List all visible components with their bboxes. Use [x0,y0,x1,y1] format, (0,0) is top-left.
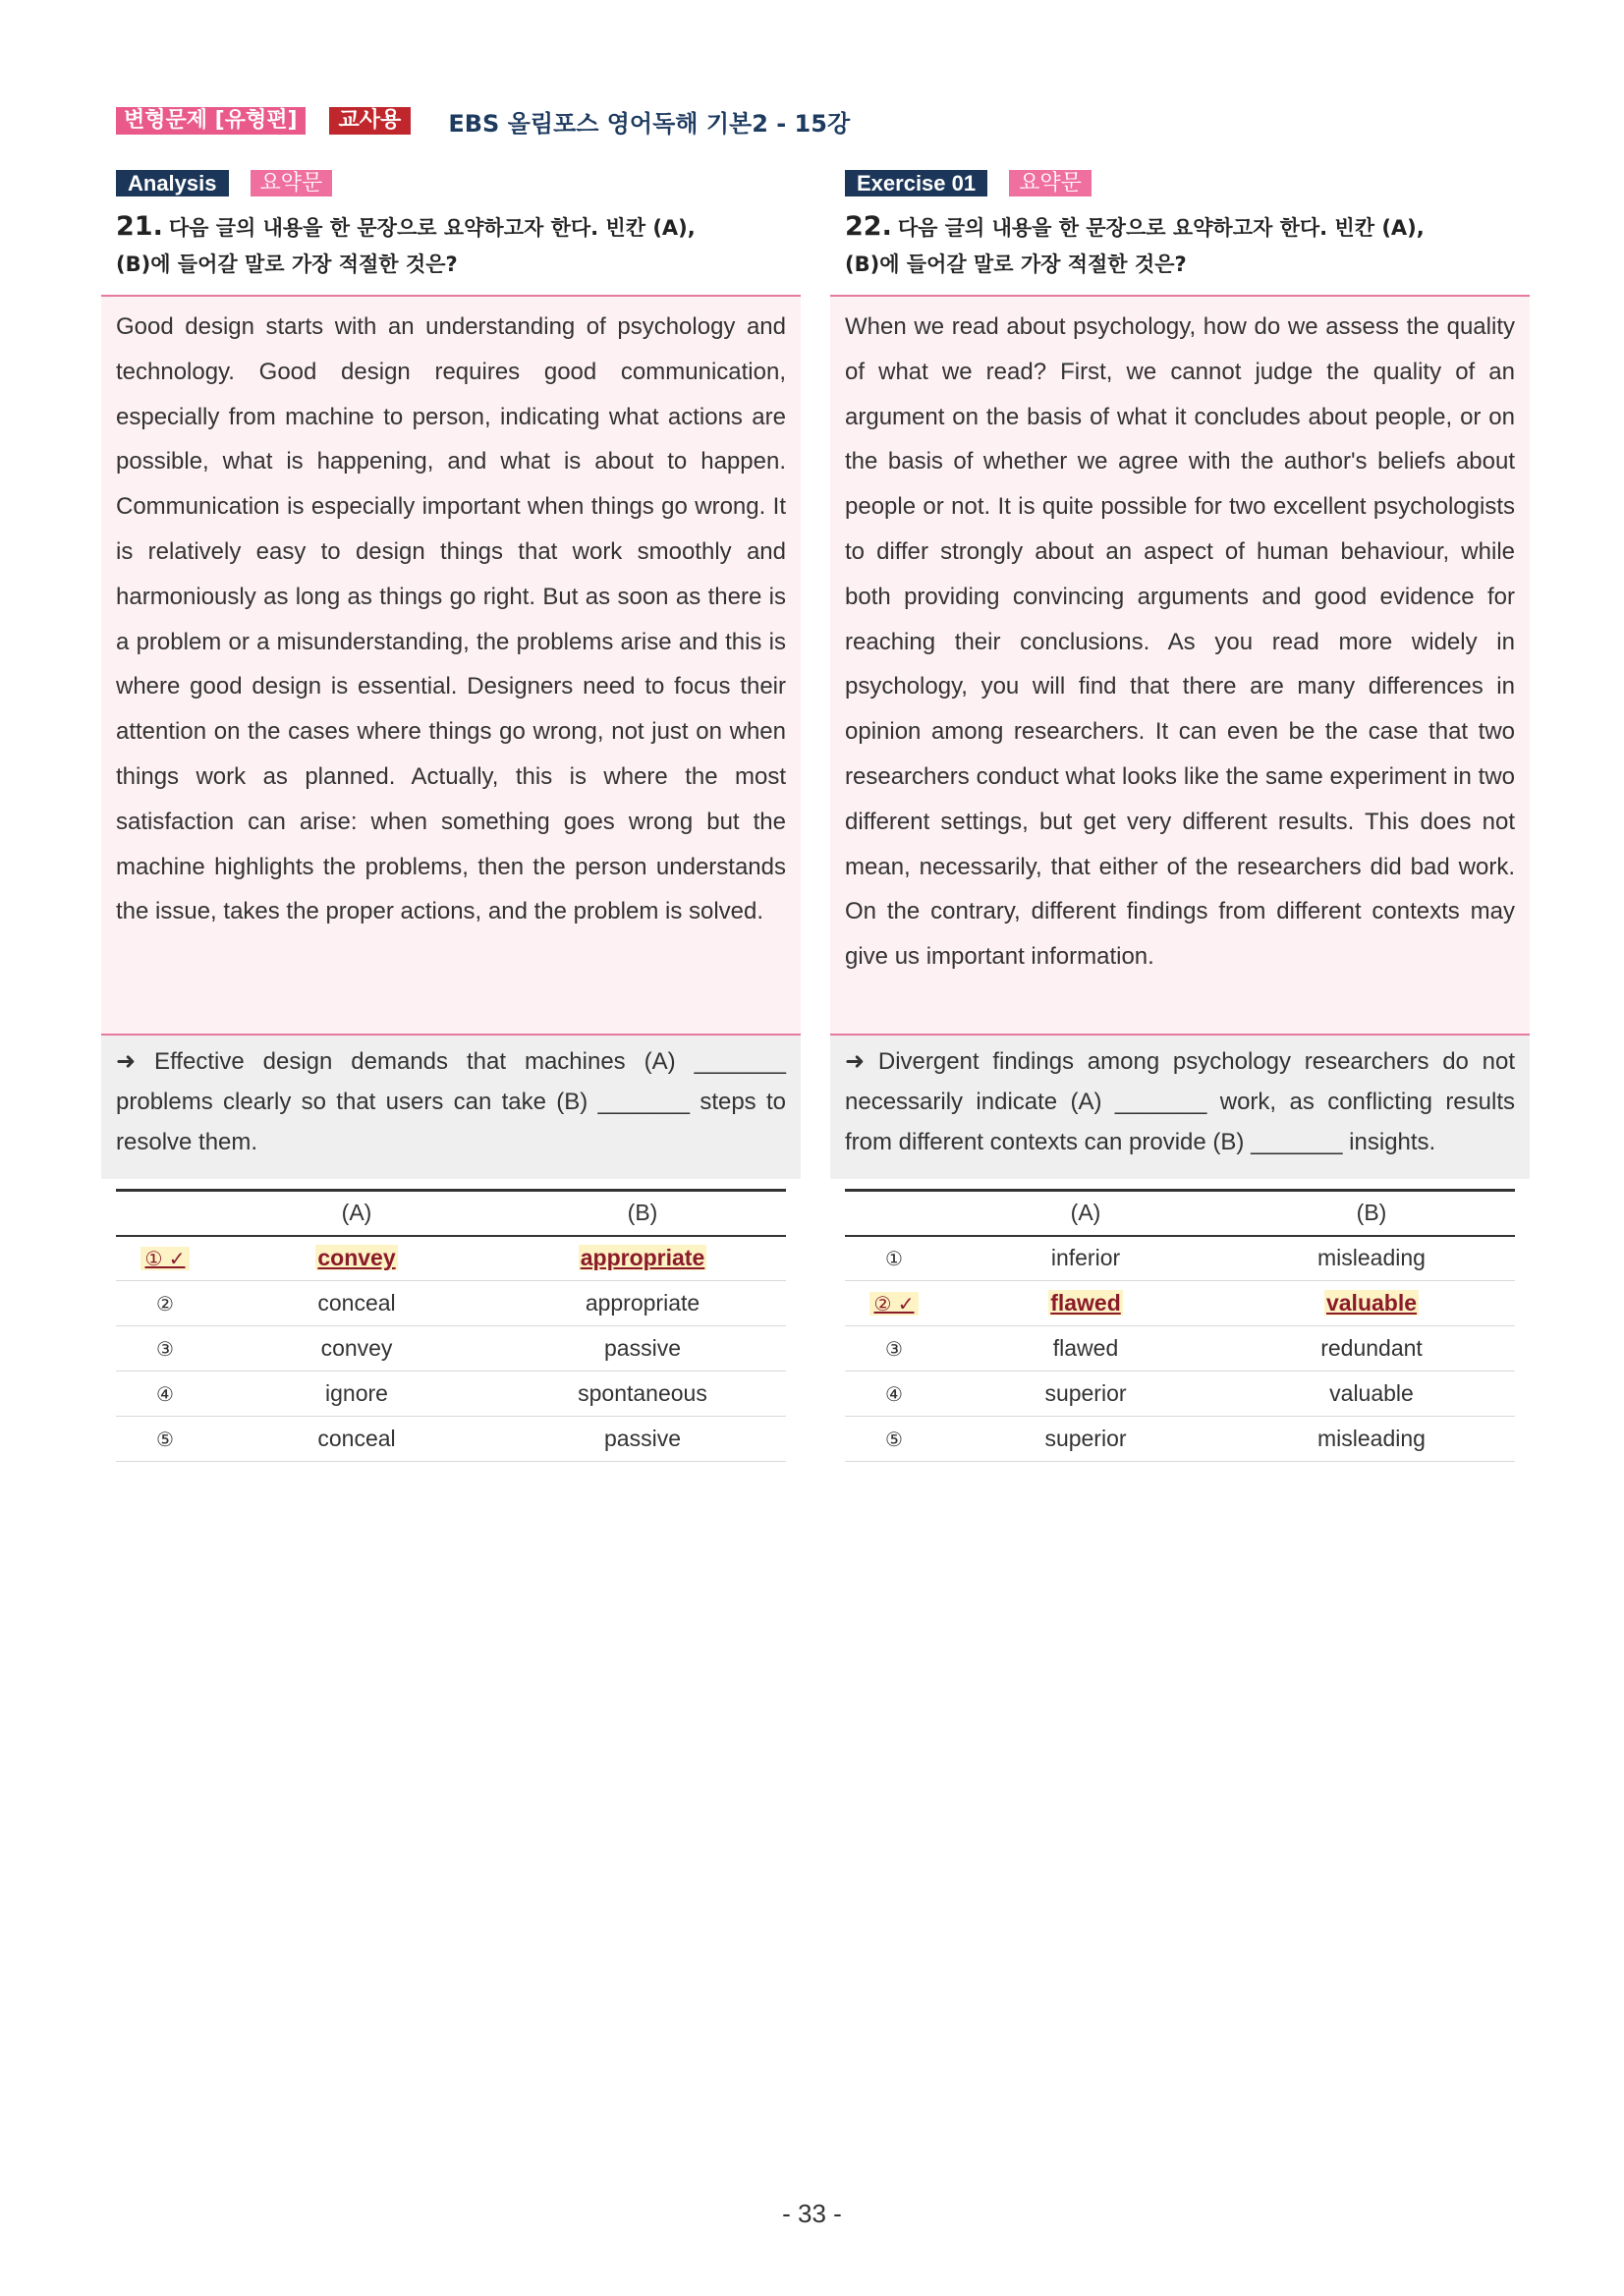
section-tag: Exercise 01 [845,170,987,196]
choice-b: valuable [1228,1372,1515,1417]
choice-b: passive [499,1326,786,1372]
teacher-tag: 교사용 [329,107,412,135]
question-tags [116,169,801,196]
document-title: EBS 올림포스 영어독해 기본2 - 15강 [448,109,851,138]
choice-b: passive [499,1417,786,1462]
choice-row[interactable] [116,1372,786,1417]
page-header [116,106,850,136]
choice-a: superior [943,1372,1228,1417]
section-tag: Analysis [116,170,229,196]
question-number: 22. [845,211,892,242]
choice-number: ④ [845,1372,943,1417]
choice-a: superior [943,1417,1228,1462]
table-header-row [116,1191,786,1236]
category-tag: 변형문제 [유형편] [116,107,306,135]
choice-b: redundant [1228,1326,1515,1372]
choice-row[interactable] [845,1281,1515,1326]
choice-row[interactable] [845,1236,1515,1281]
choice-a: convey [317,1245,396,1271]
choice-row[interactable] [116,1417,786,1462]
summary-sentence: ➜ Effective design demands that machines (A) _______ problems clearly so that users can take (B) _______ steps to resolve them. [101,1036,801,1179]
question-tags [845,169,1530,196]
choice-number: ① [845,1236,943,1281]
choice-a: conceal [214,1417,499,1462]
choice-row[interactable] [845,1372,1515,1417]
choice-b: valuable [1325,1290,1418,1316]
question-22-column [830,169,1530,1462]
question-text-line2: (B)에 들어갈 말로 가장 적절한 것은? [116,252,458,276]
header-number [116,1191,214,1236]
reading-passage: Good design starts with an understanding of psychology and technology. Good design requires good communication, especially from machine to person, indicating what actions are possible, what is happening, and what is about to happen. Communication is especially important when things go wrong. It is relatively easy to design things that work smoothly and harmoniously as long as things go right. But as soon as there is a problem or a misunderstanding, the problems arise and this is where good design is essential. Designers need to focus their attention on the cases where things go wrong, not just on when things work as planned. Actually, this is where the most satisfaction can arise: when something goes wrong but the machine highlights the problems, then the person understands the issue, takes the proper actions, and the problem is solved. [101,295,801,1036]
choice-a: flawed [943,1326,1228,1372]
answer-choices-table [845,1189,1515,1462]
header-a: (A) [214,1191,499,1236]
header-b: (B) [1228,1191,1515,1236]
question-text-line1: 다음 글의 내용을 한 문장으로 요약하고자 한다. 빈칸 (A), [168,216,696,240]
choice-a: inferior [943,1236,1228,1281]
page-number: - 33 - [782,2199,842,2228]
header-a: (A) [943,1191,1228,1236]
summary-sentence: ➜ Divergent findings among psychology researchers do not necessarily indicate (A) _______ work, as conflicting results from different contexts can provide (B) _______ insights. [830,1036,1530,1179]
choice-row[interactable] [116,1281,786,1326]
question-number: 21. [116,211,163,242]
choice-a: flawed [1050,1290,1121,1316]
type-tag: 요약문 [251,170,333,196]
reading-passage: When we read about psychology, how do we assess the quality of what we read? First, we cannot judge the quality of an argument on the basis of what it concludes about people, or on the basis of whether we agree with the author's beliefs about people or not. It is quite possible for two excellent psychologists to differ strongly about an aspect of human behaviour, while both providing convincing arguments and good evidence for reaching their conclusions. As you read more widely in psychology, you will find that there are many differences in opinion among researchers. It can even be the case that two researchers conduct what looks like the same experiment in two different settings, but get very different results. This does not mean, necessarily, that either of the researchers did bad work. On the contrary, different findings from different contexts may give us important information. [830,295,1530,1036]
choice-a: ignore [214,1372,499,1417]
choice-b: appropriate [499,1281,786,1326]
question-21-column [101,169,801,1462]
choice-number: ② ✓ [869,1292,918,1316]
choice-row[interactable] [845,1417,1515,1462]
choice-row[interactable] [116,1326,786,1372]
choice-row[interactable] [845,1326,1515,1372]
question-text-line1: 다음 글의 내용을 한 문장으로 요약하고자 한다. 빈칸 (A), [897,216,1425,240]
choice-b: misleading [1228,1236,1515,1281]
choice-row[interactable] [116,1236,786,1281]
choice-b: spontaneous [499,1372,786,1417]
choice-number: ③ [845,1326,943,1372]
question-prompt [845,208,1530,283]
question-text-line2: (B)에 들어갈 말로 가장 적절한 것은? [845,252,1187,276]
choice-number: ② [116,1281,214,1326]
header-number [845,1191,943,1236]
table-header-row [845,1191,1515,1236]
choice-a: conceal [214,1281,499,1326]
choice-number: ① ✓ [140,1247,189,1270]
choice-number: ③ [116,1326,214,1372]
header-b: (B) [499,1191,786,1236]
answer-choices-table [116,1189,786,1462]
choice-a: convey [214,1326,499,1372]
type-tag: 요약문 [1009,170,1092,196]
choice-number: ⑤ [845,1417,943,1462]
choice-b: misleading [1228,1417,1515,1462]
choice-number: ④ [116,1372,214,1417]
question-prompt [116,208,801,283]
choice-number: ⑤ [116,1417,214,1462]
choice-b: appropriate [580,1245,705,1271]
